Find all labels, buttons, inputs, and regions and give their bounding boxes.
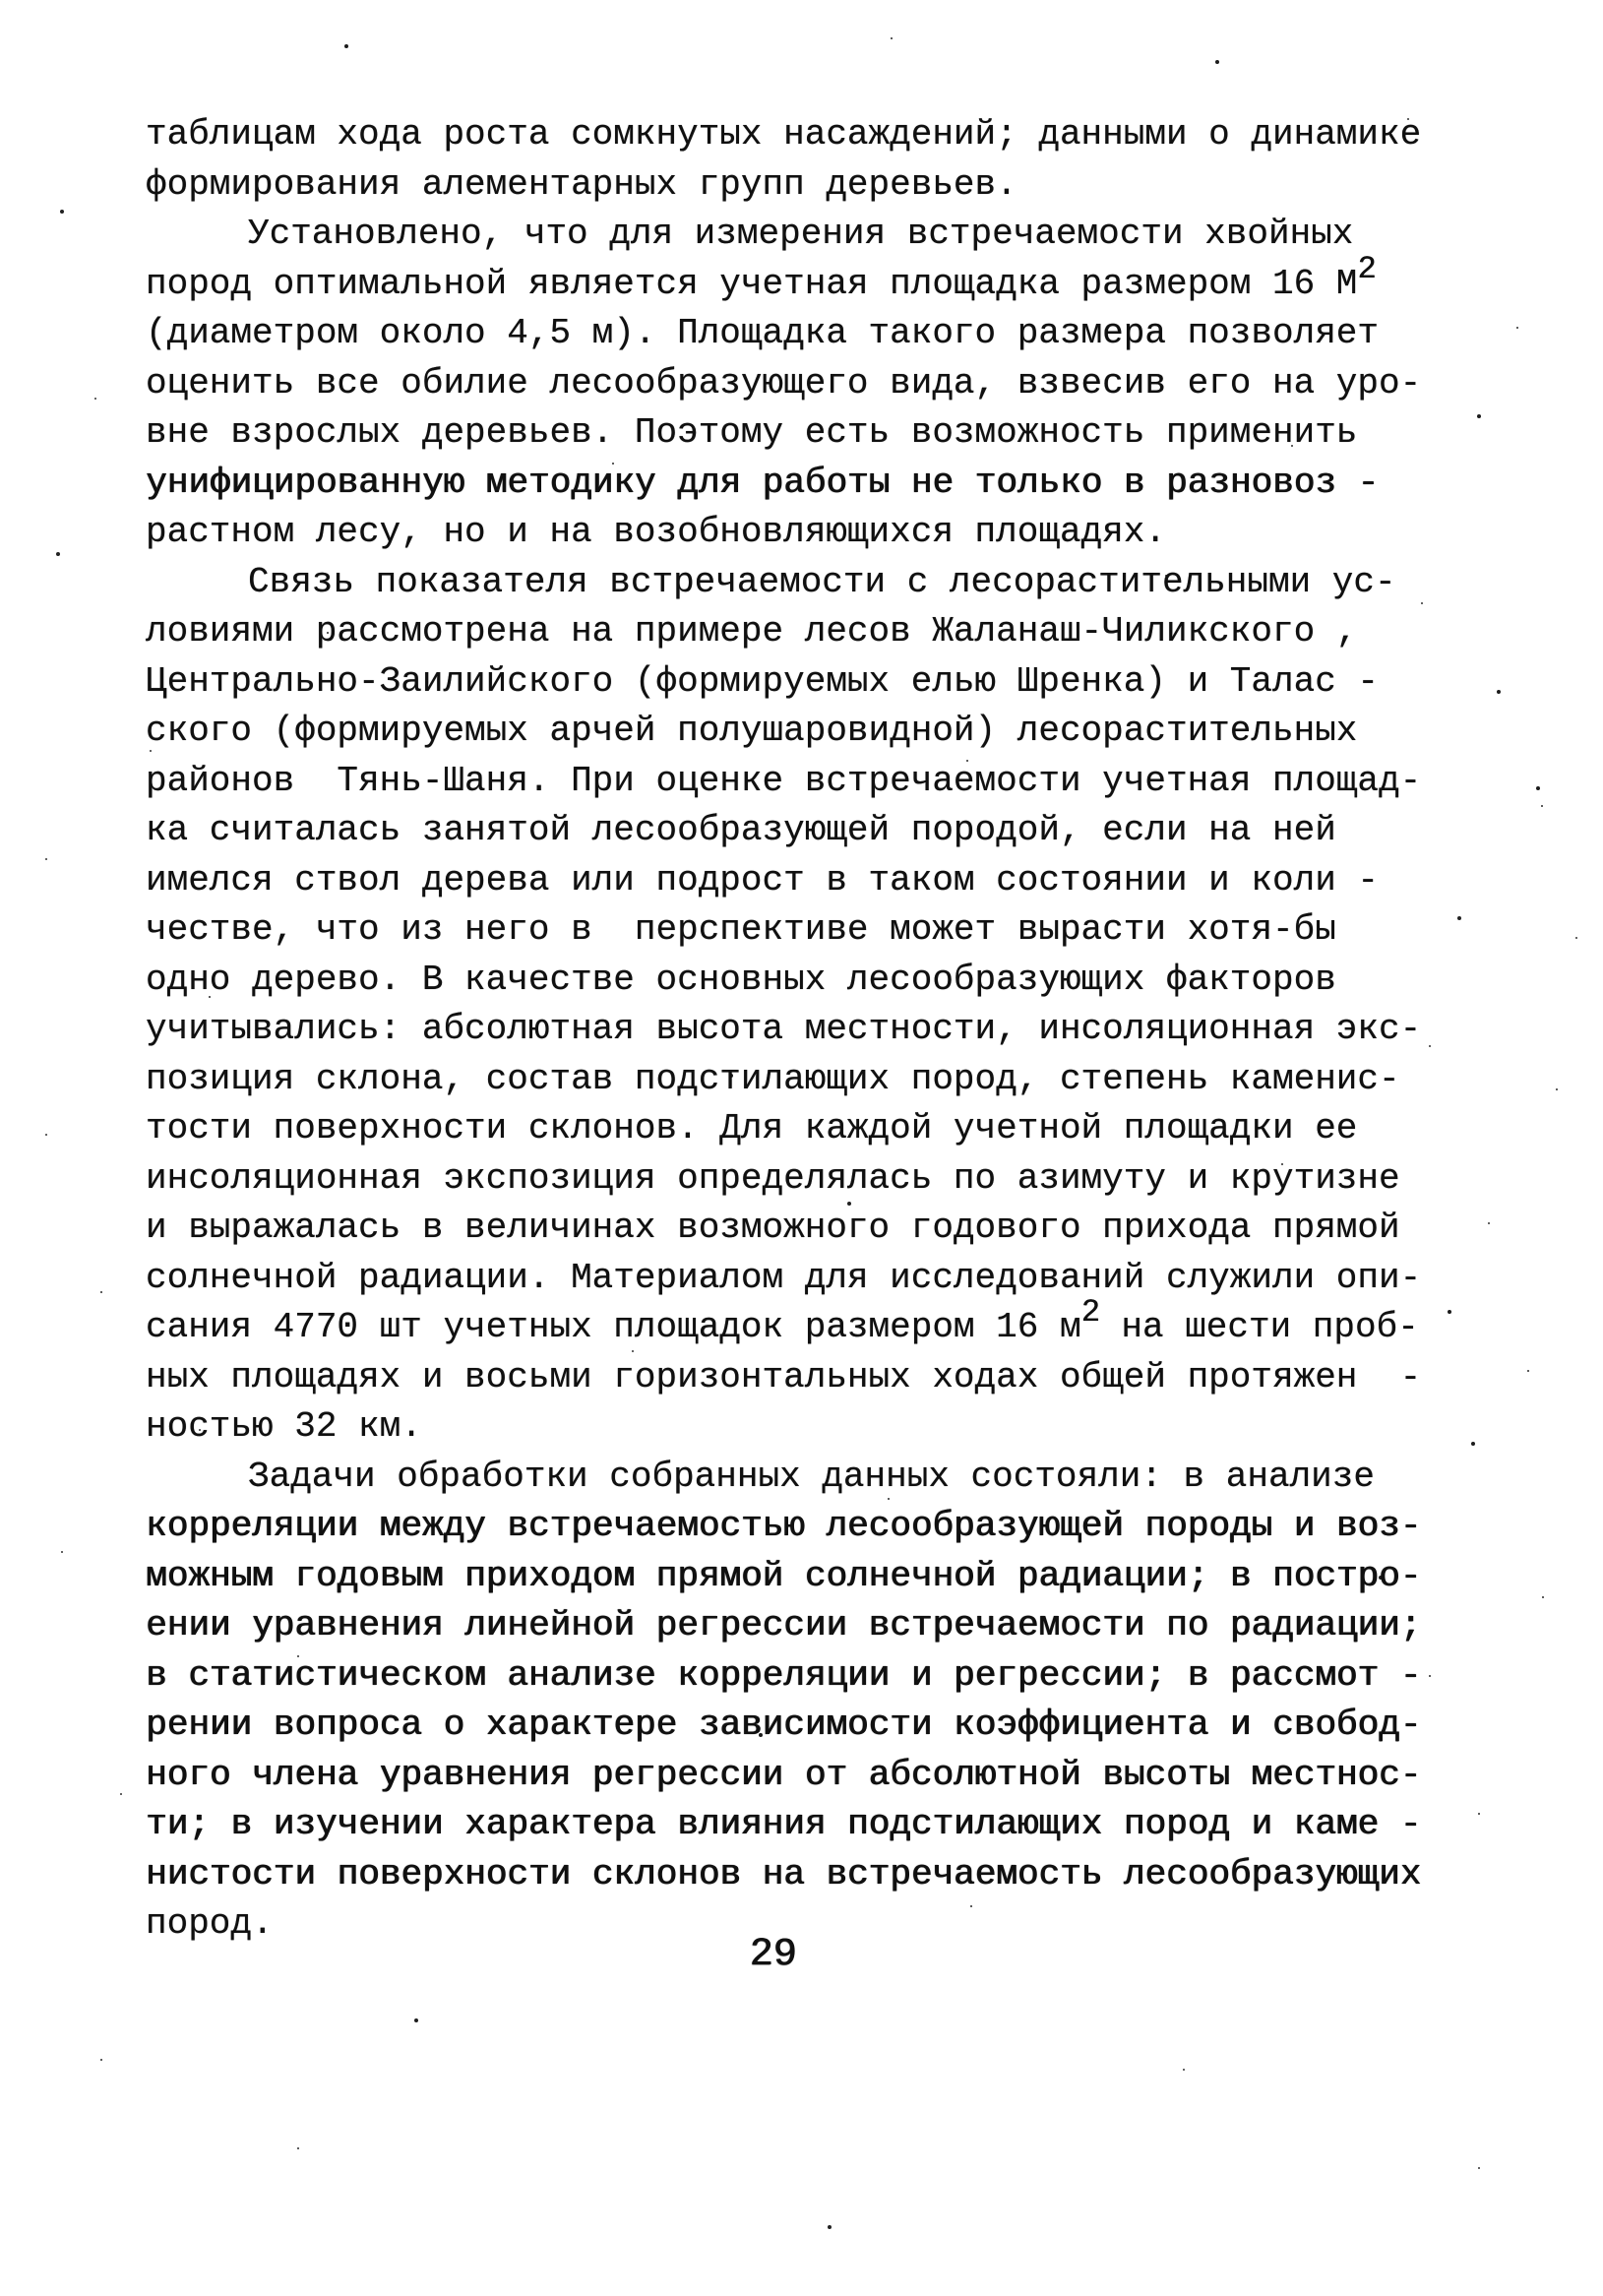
text-line: Связь показателя встречаемости с лесорастительными ус- bbox=[248, 561, 1396, 602]
text-line: Установлено, что для измерения встречаемости хвойных bbox=[248, 214, 1354, 254]
text-line: ных площадях и восьми горизонтальных ходах общей протяжен - bbox=[146, 1356, 1422, 1397]
text-line: пород оптимальной является учетная площадка размером 16 М2 bbox=[146, 250, 1377, 304]
text-line: ти; в изучении характера влияния подстилающих пород и каме - bbox=[146, 1804, 1422, 1844]
text-line: Задачи обработки собранных данных состояли: в анализе bbox=[248, 1456, 1375, 1497]
text-line: формирования алементарных групп деревьев. bbox=[146, 163, 1017, 205]
text-line: ка считалась занятой лесообразующей породой, если на ней bbox=[146, 810, 1336, 850]
text-line: учитывались: абсолютная высота местности, инсоляционная экс- bbox=[146, 1009, 1422, 1049]
text-line: имелся ствол дерева или подрост в таком состоянии и коли - bbox=[146, 859, 1380, 900]
text-line: районов Тянь-Шаня. При оценке встречаемости учетная площад- bbox=[146, 760, 1422, 801]
text-line: оценить все обилие лесообразующего вида, взвесив его на уро- bbox=[146, 362, 1422, 403]
text-line: пород. bbox=[146, 1903, 274, 1944]
text-line: ного члена уравнения регрессии от абсолютной высоты местнос- bbox=[146, 1754, 1422, 1795]
text-line: тости поверхности склонов. Для каждой учетной площадки ее bbox=[146, 1108, 1358, 1148]
text-line: унифицированную методику для работы не только в разновоз - bbox=[146, 462, 1380, 503]
text-line: ского (формируемых арчей полушаровидной) лесорастительных bbox=[146, 711, 1358, 751]
text-line: честве, что из него в перспективе может вырасти хотя-бы bbox=[146, 909, 1336, 950]
text-line: ловиями рассмотрена на примере лесов Жаланаш-Чиликского , bbox=[146, 611, 1358, 652]
text-line: в статистическом анализе корреляции и регрессии; в рассмот - bbox=[146, 1654, 1422, 1696]
text-line: солнечной радиации. Материалом для исследований служили опи- bbox=[146, 1257, 1422, 1298]
text-line: рении вопроса о характере зависимости коэффициента и свобод- bbox=[146, 1705, 1422, 1745]
text-line: и выражалась в величинах возможного годового прихода прямой bbox=[146, 1208, 1400, 1248]
text-line: инсоляционная экспозиция определялась по азимуту и крутизне bbox=[146, 1157, 1400, 1199]
text-line: одно дерево. В качестве основных лесообразующих факторов bbox=[146, 959, 1336, 1000]
page-text bbox=[146, 110, 1484, 1950]
scan-noise bbox=[0, 0, 2, 2]
text-line: можным годовым приходом прямой солнечной радиации; в постро- bbox=[146, 1555, 1422, 1596]
text-line: позиция склона, состав подстилающих пород, степень каменис- bbox=[146, 1058, 1400, 1099]
text-line: сания 4770 шт учетных площадок размером 16 м2 на шести проб- bbox=[146, 1294, 1419, 1347]
text-line: ностью 32 км. bbox=[146, 1406, 422, 1447]
text-line: ении уравнения линейной регрессии встречаемости по радиации; bbox=[146, 1605, 1422, 1645]
text-line: растном лесу, но и на возобновляющихся площадях. bbox=[146, 512, 1166, 552]
text-line: (диаметром около 4,5 м). Площадка такого размера позволяет bbox=[146, 313, 1380, 353]
text-line: вне взрослых деревьев. Поэтому есть возможность применить bbox=[146, 412, 1358, 453]
text-line: нистости поверхности склонов на встречаемость лесообразующих bbox=[146, 1853, 1422, 1894]
text-line: Центрально-Заилийского (формируемых елью Шренка) и Талас - bbox=[146, 660, 1380, 702]
page-number: 29 bbox=[749, 1933, 797, 1977]
text-line: корреляции между встречаемостью лесообразующей породы и воз- bbox=[146, 1506, 1422, 1546]
text-line: таблицам хода роста сомкнутых насаждений; данными о динамике bbox=[146, 114, 1422, 155]
